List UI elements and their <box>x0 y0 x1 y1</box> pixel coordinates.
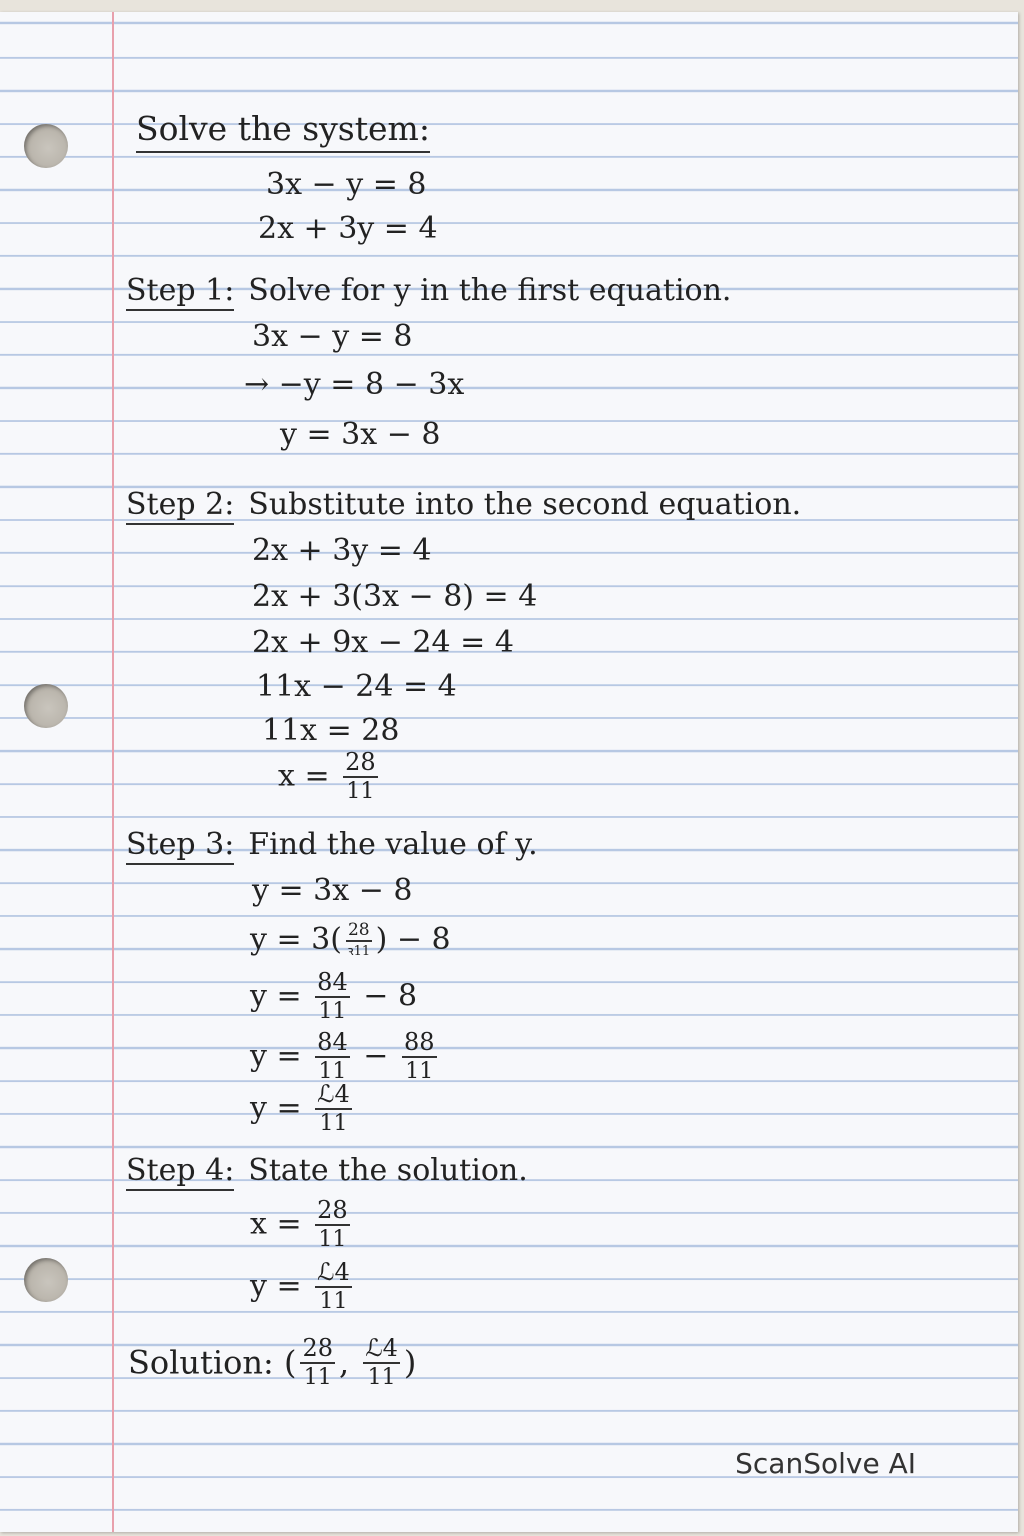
solution-label: Solution: <box>128 1343 274 1382</box>
step-3-line-5: y = $\frac{\text{ℒ4}}{11}$ <box>250 1080 350 1136</box>
step-4-y: y = $\frac{\text{ℒ4}}{11}$ <box>250 1258 350 1314</box>
step-3-line-1: y = 3x − 8 <box>252 873 413 908</box>
step-1-text: Solve for y in the first equation. <box>248 273 732 308</box>
step-1-line-3: y = 3x − 8 <box>280 417 441 452</box>
brand-label: ScanSolve AI <box>735 1447 916 1480</box>
step-2-line-5: 11x = 28 <box>262 713 400 748</box>
equation-2: 2x + 3y = 4 <box>258 211 438 246</box>
step-2-heading <box>126 487 802 525</box>
step-2-line-1: 2x + 3y = 4 <box>252 533 432 568</box>
step-4-text: State the solution. <box>248 1153 528 1188</box>
step-2-text: Substitute into the second equation. <box>248 487 802 522</box>
step-2-label: Step 2: <box>126 490 234 525</box>
step-2-line-3: 2x + 9x − 24 = 4 <box>252 625 514 660</box>
punch-hole <box>24 124 68 168</box>
step-1-label: Step 1: <box>126 276 234 311</box>
step-3-line-3: y = $\frac{84}{11}$ − 8 <box>250 968 418 1024</box>
step-2-line-2: 2x + 3(3x − 8) = 4 <box>252 579 538 614</box>
step-3-text: Find the value of y. <box>248 827 538 862</box>
step-3-line-2: y = 3( $\frac{28}{\text{ꝛ11}}$ ) − 8 <box>250 920 451 959</box>
notebook-paper <box>0 12 1018 1532</box>
step-4-heading <box>126 1153 528 1191</box>
step-4-x: x = $\frac{28}{11}$ <box>250 1196 348 1252</box>
step-1-heading <box>126 273 732 311</box>
step-3-line-4: y = $\frac{84}{11}$ − $\frac{88}{11}$ <box>250 1028 435 1084</box>
step-2-result: x = $\frac{28}{11}$ <box>278 748 376 804</box>
punch-hole <box>24 684 68 728</box>
step-3-label: Step 3: <box>126 830 234 865</box>
step-4-label: Step 4: <box>126 1156 234 1191</box>
equation-1: 3x − y = 8 <box>266 167 427 202</box>
problem-title: Solve the system: <box>136 112 430 145</box>
step-1-line-1: 3x − y = 8 <box>252 319 413 354</box>
margin-line <box>112 12 114 1532</box>
punch-hole <box>24 1258 68 1302</box>
step-1-line-2: → −y = 8 − 3x <box>244 367 465 402</box>
solution-line: Solution: ( $\frac{28}{11}$ , $\frac{\text{ℒ4}}{11}$ ) <box>128 1334 417 1390</box>
step-3-heading <box>126 827 538 865</box>
step-2-line-4: 11x − 24 = 4 <box>256 669 457 704</box>
